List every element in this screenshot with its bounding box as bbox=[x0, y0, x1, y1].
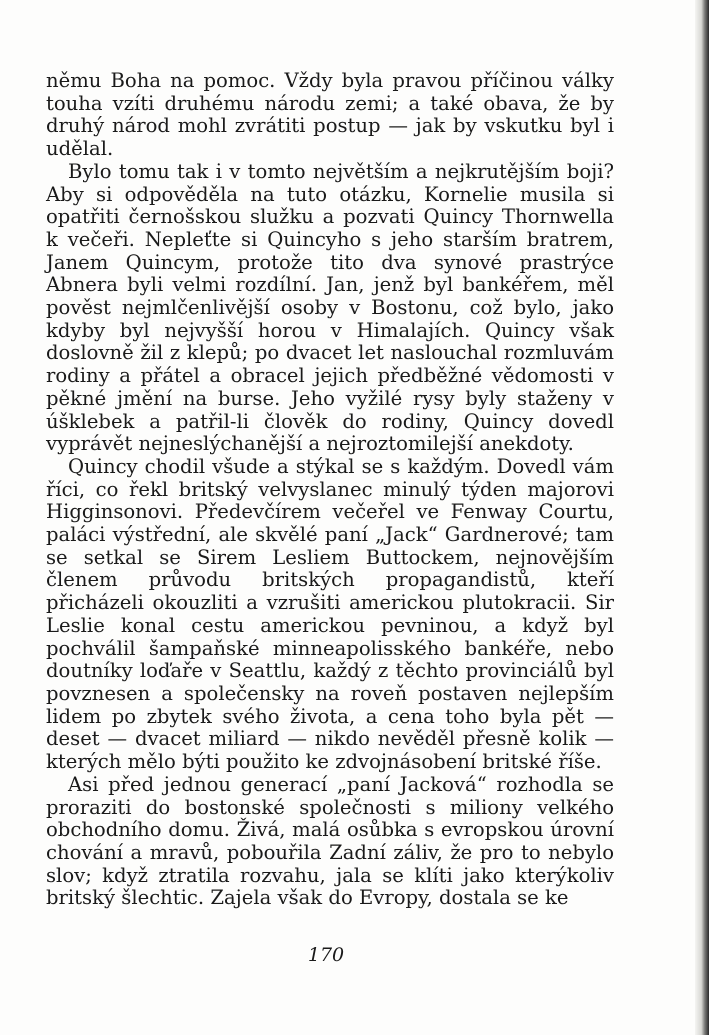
book-binding-edge bbox=[695, 0, 709, 1035]
body-text bbox=[46, 70, 614, 910]
page-number: 170 bbox=[307, 944, 345, 966]
paragraph-4: Asi před jednou generací „paní Jacková“ rozhodla se proraziti do bostonské společnosti s miliony velkého obchodního domu. Živá, malá osůbka s evropskou úrovní chování a mravů, pobouřila Zadní záliv, že pro to nebylo slov; když ztratila rozvahu, jala se klíti jako kterýkoliv britský šlechtic. Zajela však do Evropy, dostala se ke bbox=[46, 772, 614, 910]
paragraph-3: Quincy chodil všude a stýkal se s každým. Dovedl vám říci, co řekl britský velvyslanec minulý týden majorovi Higginsonovi. Předevčírem večeřel ve Fenway Courtu, paláci výstřední, ale skvělé paní „Jack“ Gardnerové; tam se setkal se Sirem Lesliem Buttockem, nejnovějším členem průvodu britských propagandistů, kteří přicházeli okouzliti a vzrušiti americkou plutokracii. Sir Leslie konal cestu americkou pevninou, a když byl pochválil šampaňské minneapolisského bankéře, nebo doutníky loďaře v Seattlu, každý z těchto provinciálů byl povznesen a společensky na roveň postaven nejlepším lidem po zbytek svého života, a cena toho byla pět — deset — dvacet miliard — nikdo nevěděl přesně kolik — kterých mělo býti použito ke zdvojnásobení britské říše. bbox=[46, 454, 614, 774]
paragraph-2: Bylo tomu tak i v tomto největším a nejkrutějším boji? Aby si odpověděla na tuto otázku, Kornelie musila si opatřiti černošskou služku a pozvati Quincy Thornwella k večeři. Nepleťte si Quincyho s jeho starším bratrem, Janem Quincym, protože tito dva synové prastrýce Abnera byli velmi rozdílní. Jan, jenž byl bankéřem, měl pověst nejmlčenlivější osoby v Bostonu, což bylo, jako kdyby byl nejvyšší horou v Himalajích. Quincy však doslovně žil z klepů; po dvacet let naslouchal rozmluvám rodiny a přátel a obracel jejich předběžné vědomosti v pěkné jmění na burse. Jeho vyžilé rysy byly staženy v úšklebek a patřil-li člověk do rodiny, Quincy dovedl vyprávět nejneslýchanější a nejroztomilejší anekdoty. bbox=[46, 159, 614, 456]
paragraph-1: němu Boha na pomoc. Vždy byla pravou příčinou války touha vzíti druhému národu zemi; a také obava, že by druhý národ mohl zvrátiti postup — jak by vskutku byl i udělal. bbox=[46, 69, 614, 161]
